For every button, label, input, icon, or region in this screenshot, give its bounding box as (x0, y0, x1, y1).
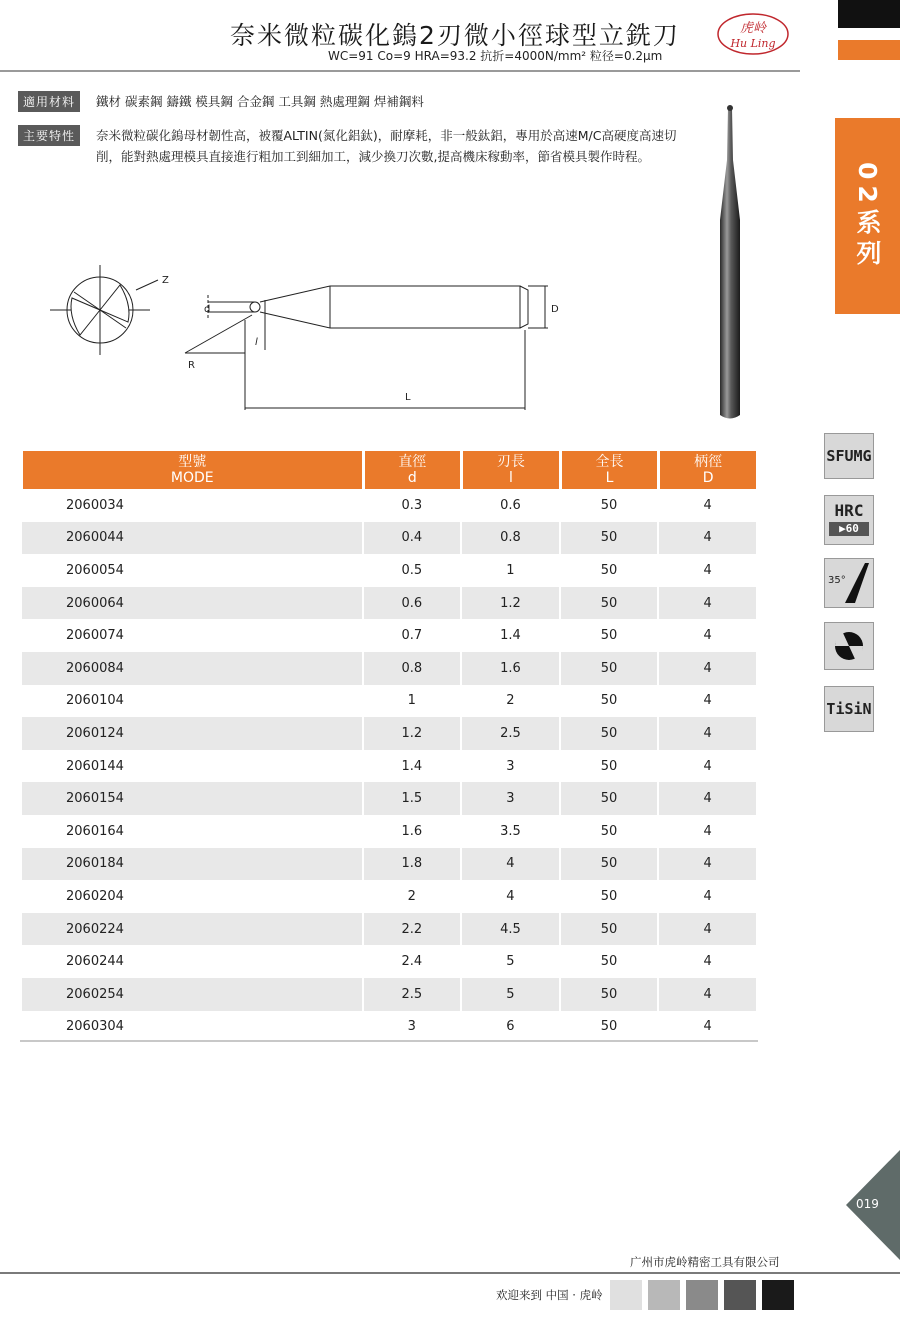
cell-diameter: 0.5 (401, 562, 423, 578)
color-swatch (762, 1280, 794, 1310)
cell-shank-diameter: 4 (659, 848, 756, 881)
cell-shank-diameter: 4 (703, 693, 712, 709)
cell-overall-length: 50 (600, 1019, 618, 1035)
cell-model: 2060204 (66, 888, 124, 904)
cell-shank-diameter: 4 (703, 888, 712, 904)
cell-flute-length: 3.5 (500, 823, 521, 839)
diagram-label-big-d: D (551, 304, 559, 315)
table-row (22, 619, 756, 652)
materials-text: 鐵材 碳素鋼 鑄鐵 模具鋼 合金鋼 工具鋼 熱處理鋼 焊補鋼料 (96, 94, 424, 109)
cell-diameter: 0.8 (364, 652, 461, 685)
cell-overall-length: 50 (600, 562, 618, 578)
footer-divider (0, 1272, 900, 1274)
logo-text-top: 虎岭 (739, 21, 767, 36)
features-text: 奈米微粒碳化鎢母材韌性高，被覆ALTIN(氮化鋁鈦)，耐摩耗，非一般鈦鋁，專用於高速M/C高硬度高速切削，能對熱處理模具直接進行粗加工到細加工，減少換刀次數,提高機床稼動率，節省模具製作時程。 (96, 128, 677, 164)
helix-angle-icon (824, 558, 874, 608)
header-orange-bar (838, 40, 900, 60)
table-row (22, 652, 756, 685)
cell-flute-length: 1 (506, 562, 515, 578)
series-tab: 02系列 (835, 118, 900, 314)
col-header-shank-diameter: 柄徑 D (659, 451, 756, 489)
cell-overall-length: 50 (600, 954, 618, 970)
cell-overall-length: 50 (600, 693, 618, 709)
cell-model: 2060304 (66, 1019, 124, 1035)
cell-overall-length: 50 (600, 758, 618, 774)
cell-diameter: 1.4 (401, 758, 423, 774)
cell-flute-length: 4.5 (462, 913, 559, 946)
cell-diameter: 0.3 (401, 497, 423, 513)
cell-shank-diameter: 4 (703, 758, 712, 774)
tool-diagram (40, 250, 580, 420)
col-header-overall-length: 全長 L (561, 451, 658, 489)
col-header-flute-length: 刃長 l (462, 451, 559, 489)
sfumg-icon: SFUMG (824, 433, 874, 479)
col-header-mode: 型號 MODE (22, 451, 362, 489)
cell-shank-diameter: 4 (703, 628, 712, 644)
cell-shank-diameter: 4 (659, 782, 756, 815)
color-swatch (648, 1280, 680, 1310)
cell-diameter: 0.4 (364, 522, 461, 555)
table-row (22, 880, 756, 913)
header-divider (0, 70, 800, 72)
end-mill-photo (690, 100, 770, 430)
cell-flute-length: 3 (462, 782, 559, 815)
cell-diameter: 1 (407, 693, 416, 709)
cell-model: 2060184 (22, 848, 362, 881)
cell-shank-diameter: 4 (659, 717, 756, 750)
cell-overall-length: 50 (600, 628, 618, 644)
cell-model: 2060034 (66, 497, 124, 513)
cell-overall-length: 50 (561, 587, 658, 620)
cell-shank-diameter: 4 (703, 1019, 712, 1035)
cell-model: 2060074 (66, 628, 124, 644)
page-number: 019 (856, 1197, 879, 1211)
cell-model: 2060144 (66, 758, 124, 774)
cell-overall-length: 50 (561, 978, 658, 1011)
table-bottom-rule (20, 1040, 758, 1042)
cell-shank-diameter: 4 (659, 913, 756, 946)
cell-model: 2060244 (66, 954, 124, 970)
table-row (22, 848, 756, 881)
cell-model: 2060154 (22, 782, 362, 815)
cell-model: 2060224 (22, 913, 362, 946)
col-header-diameter: 直徑 d (364, 451, 461, 489)
cell-diameter: 1.5 (364, 782, 461, 815)
cell-model: 2060084 (22, 652, 362, 685)
cell-shank-diameter: 4 (659, 652, 756, 685)
cell-overall-length: 50 (561, 522, 658, 555)
company-name: 广州市虎岭精密工具有限公司 (630, 1255, 780, 1269)
cell-overall-length: 50 (561, 913, 658, 946)
cell-flute-length: 6 (506, 1019, 515, 1035)
cell-overall-length: 50 (561, 717, 658, 750)
color-swatch (610, 1280, 642, 1310)
cell-overall-length: 50 (600, 888, 618, 904)
cell-model: 2060064 (22, 587, 362, 620)
table-row (22, 522, 756, 555)
hrc-value: ▶60 (829, 522, 869, 536)
cell-overall-length: 50 (600, 823, 618, 839)
cell-flute-length: 0.6 (500, 497, 521, 513)
diagram-label-r: R (188, 360, 195, 371)
cell-flute-length: 1.2 (462, 587, 559, 620)
header-black-bar (838, 0, 900, 28)
table-row (22, 587, 756, 620)
ball-nose-icon (824, 622, 874, 670)
cell-flute-length: 3 (506, 758, 515, 774)
welcome-text: 欢迎来到 中国 · 虎岭 (496, 1288, 603, 1302)
features-label: 主要特性 (18, 125, 80, 146)
table-row (22, 945, 756, 978)
table-row (22, 1011, 756, 1044)
cell-diameter: 2.2 (364, 913, 461, 946)
cell-flute-length: 2.5 (462, 717, 559, 750)
cell-model: 2060124 (22, 717, 362, 750)
spec-table (20, 451, 758, 1043)
cell-shank-diameter: 4 (659, 522, 756, 555)
page-subtitle: WC=91 Co=9 HRA=93.2 抗折=4000N/mm² 粒径=0.2μm (328, 49, 663, 63)
cell-diameter: 0.6 (364, 587, 461, 620)
cell-flute-length: 0.8 (462, 522, 559, 555)
table-row (22, 685, 756, 718)
helix-angle-label: 35° (828, 575, 846, 586)
cell-flute-length: 2 (506, 693, 515, 709)
cell-flute-length: 1.4 (500, 628, 521, 644)
cell-diameter: 3 (407, 1019, 416, 1035)
cell-shank-diameter: 4 (703, 954, 712, 970)
materials-label: 適用材料 (18, 91, 80, 112)
diagram-label-z: Z (162, 275, 169, 286)
cell-overall-length: 50 (561, 848, 658, 881)
cell-shank-diameter: 4 (703, 497, 712, 513)
hrc-label: HRC (834, 501, 864, 520)
cell-model: 2060164 (66, 823, 124, 839)
cell-diameter: 1.8 (364, 848, 461, 881)
table-row (22, 554, 756, 587)
cell-model: 2060254 (22, 978, 362, 1011)
cell-diameter: 1.2 (364, 717, 461, 750)
cell-shank-diameter: 4 (659, 587, 756, 620)
cell-shank-diameter: 4 (703, 823, 712, 839)
cell-flute-length: 5 (462, 978, 559, 1011)
cell-diameter: 0.7 (401, 628, 423, 644)
helix-angle-graphic (825, 559, 873, 607)
cell-flute-length: 5 (506, 954, 515, 970)
color-swatch (686, 1280, 718, 1310)
table-row (22, 717, 756, 750)
diagram-label-d: d (204, 304, 211, 315)
table-row (22, 750, 756, 783)
cell-flute-length: 1.6 (462, 652, 559, 685)
table-row (22, 489, 756, 522)
cell-diameter: 2.4 (401, 954, 423, 970)
cell-overall-length: 50 (561, 782, 658, 815)
table-row (22, 978, 756, 1011)
table-row (22, 782, 756, 815)
cell-diameter: 1.6 (401, 823, 423, 839)
color-swatch (724, 1280, 756, 1310)
cell-model: 2060104 (66, 693, 124, 709)
cell-diameter: 2.5 (364, 978, 461, 1011)
cell-overall-length: 50 (600, 497, 618, 513)
table-row (22, 913, 756, 946)
page-title: 奈米微粒碳化鎢2刃微小徑球型立銑刀 (230, 21, 680, 50)
brand-logo (716, 12, 790, 56)
cell-flute-length: 4 (462, 848, 559, 881)
cell-flute-length: 4 (506, 888, 515, 904)
table-row (22, 815, 756, 848)
tisin-coating-icon: TiSiN (824, 686, 874, 732)
cell-model: 2060044 (22, 522, 362, 555)
hrc-icon (824, 495, 874, 545)
ball-nose-graphic (825, 623, 873, 669)
cell-overall-length: 50 (561, 652, 658, 685)
cell-shank-diameter: 4 (659, 978, 756, 1011)
diagram-label-big-l: L (405, 392, 411, 403)
logo-text-bottom: Hu Ling (730, 37, 776, 50)
cell-diameter: 2 (407, 888, 416, 904)
diagram-label-l: l (255, 337, 258, 348)
cell-shank-diameter: 4 (703, 562, 712, 578)
cell-model: 2060054 (66, 562, 124, 578)
